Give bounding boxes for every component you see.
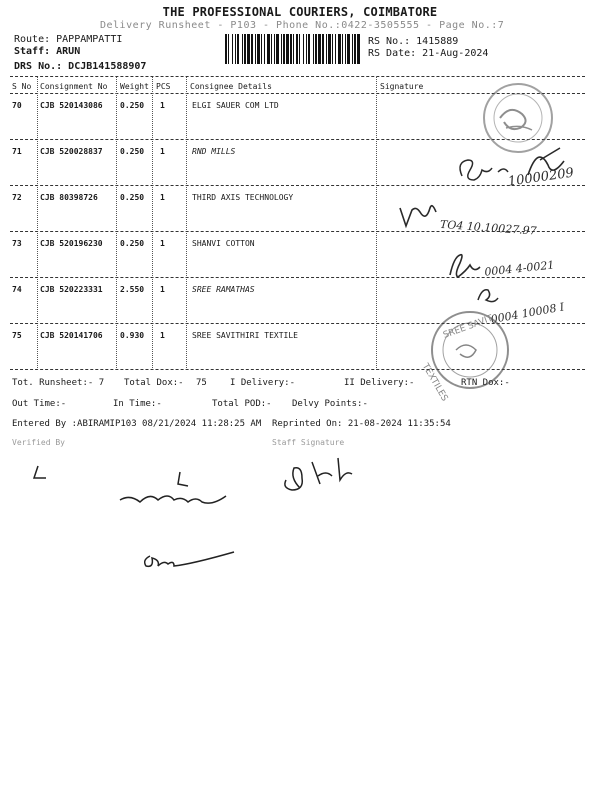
row-consignee: RND MILLS — [192, 147, 236, 156]
drs-number: DRS No.: DCJB141588907 — [14, 61, 147, 72]
row-consignment: CJB 520028837 — [40, 147, 103, 156]
total-dox-value: 75 — [196, 378, 207, 388]
row-sno: 75 — [12, 331, 22, 340]
row-weight: 0.250 — [120, 147, 145, 156]
row-sno: 70 — [12, 101, 22, 110]
total-pod: Total POD:- — [212, 399, 272, 409]
row-pcs: 1 — [160, 193, 165, 202]
col-pcs: PCS — [156, 82, 171, 91]
route-label: Route: PAPPAMPATTI — [14, 34, 123, 45]
signature-row74-text: 0004 10008 I — [489, 300, 566, 327]
company-stamp-top — [484, 84, 552, 152]
row-pcs: 1 — [160, 147, 165, 156]
row-sno: 73 — [12, 239, 22, 248]
verified-by-label: Verified By — [12, 438, 65, 447]
signature-row74-scribble — [478, 290, 498, 302]
entered-by: Entered By :ABIRAMIP103 08/21/2024 11:28:25 AM — [12, 419, 262, 429]
svg-text:TEXTILES: TEXTILES — [419, 362, 450, 404]
row-weight: 0.250 — [120, 101, 145, 110]
row-pcs: 1 — [160, 331, 165, 340]
signature-row73-scribble — [450, 255, 480, 277]
row-consignment: CJB 520223331 — [40, 285, 103, 294]
signature-row72-scribble — [400, 206, 436, 226]
rtn-dox: RTN Dox:- — [461, 378, 510, 388]
row-weight: 2.550 — [120, 285, 145, 294]
verified-signatures — [34, 458, 352, 566]
row-consignee: THIRD AXIS TECHNOLOGY — [192, 193, 294, 202]
out-time: Out Time:- — [12, 399, 67, 409]
row-consignee: SREE RAMATHAS — [192, 285, 255, 294]
ii-delivery: II Delivery:- — [344, 378, 415, 388]
row-weight: 0.250 — [120, 193, 145, 202]
col-signature: Signature — [380, 82, 424, 91]
row-sno: 71 — [12, 147, 22, 156]
signature-row71 — [460, 160, 508, 180]
row-pcs: 1 — [160, 239, 165, 248]
total-dox-label: Total Dox:- — [124, 378, 184, 388]
reprinted-on: Reprinted On: 21-08-2024 11:35:54 — [272, 419, 451, 429]
row-consignee: ELGI SAUER COM LTD — [192, 101, 279, 110]
staff-signature-label: Staff Signature — [272, 438, 345, 447]
staff-label: Staff: ARUN — [14, 46, 81, 57]
in-time: In Time:- — [113, 399, 162, 409]
col-consignment: Consignment No — [40, 82, 108, 91]
col-sno: S No — [12, 82, 32, 91]
row-weight: 0.250 — [120, 239, 145, 248]
row-pcs: 1 — [160, 285, 165, 294]
row-consignee: SHANVI COTTON — [192, 239, 255, 248]
row-weight: 0.930 — [120, 331, 145, 340]
row-consignment: CJB 520143086 — [40, 101, 103, 110]
svg-text:SREE SAVIT: SREE SAVIT — [441, 313, 495, 341]
document-title: THE PROFESSIONAL COURIERS, COIMBATORE — [162, 5, 438, 19]
i-delivery: I Delivery:- — [230, 378, 296, 388]
document-subtitle: Delivery Runsheet - P103 - Phone No.:0422-3505555 - Page No.:7 — [100, 20, 505, 31]
tot-runsheet: Tot. Runsheet:- 7 — [12, 378, 105, 388]
row-consignee: SREE SAVITHIRI TEXTILE — [192, 331, 298, 340]
row-consignment: CJB 520141706 — [40, 331, 103, 340]
signature-row71-text: 10000209 — [507, 165, 575, 190]
signature-row73-text: 0004 4-0021 — [483, 258, 555, 279]
rs-date: RS Date: 21-Aug-2024 — [368, 48, 489, 59]
col-consignee: Consignee Details — [190, 82, 272, 91]
row-sno: 72 — [12, 193, 22, 202]
row-pcs: 1 — [160, 101, 165, 110]
rs-number: RS No.: 1415889 — [368, 36, 459, 47]
signature-row72-text: TO4 10.10027.97 — [439, 217, 538, 238]
company-stamp-bottom — [419, 312, 508, 403]
col-weight: Weight — [120, 82, 149, 91]
row-sno: 74 — [12, 285, 22, 294]
delvy-points: Delvy Points:- — [292, 399, 368, 409]
row-consignment: CJB 520196230 — [40, 239, 103, 248]
row-consignment: CJB 80398726 — [40, 193, 98, 202]
